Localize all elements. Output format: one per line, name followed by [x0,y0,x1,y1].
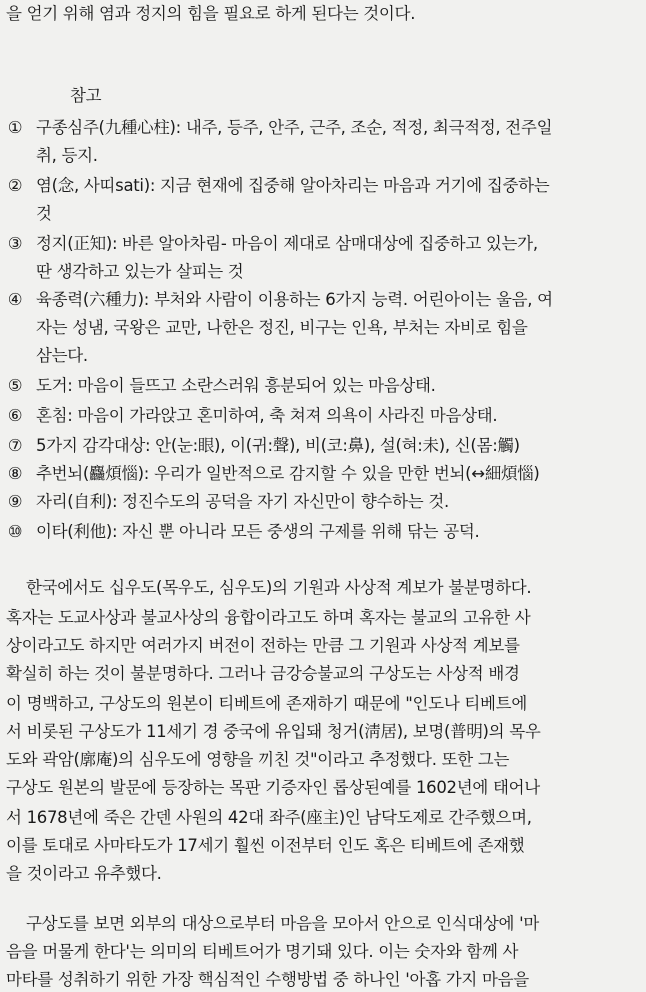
note-text: 육종력(六種力): 부처와 사람이 이용하는 6가지 능력. 어린아이는 울음, 여 [36,290,553,309]
note-text: 이타(利他): 자신 뿐 아니라 모든 중생의 구제를 위해 닦는 공덕. [36,522,480,541]
note-marker: ① [7,118,23,137]
note-marker: ⑨ [7,492,23,511]
note-text: 정지(正知): 바른 알아차림- 마음이 제대로 삼매대상에 집중하고 있는가, [36,234,538,253]
note-text: 도거: 마음이 들뜨고 소란스러워 흥분되어 있는 마음상태. [36,376,436,395]
note-text: 자리(自利): 정진수도의 공덕을 자기 자신만이 향수하는 것. [36,492,449,511]
note-marker: ② [7,176,23,195]
note-text: 구종심주(九種心柱): 내주, 등주, 안주, 근주, 조순, 적정, 최극적정, 전주일 [36,118,553,137]
note-text: 추번뇌(麤煩惱): 우리가 일반적으로 감지할 수 있을 만한 번뇌(↔細煩惱) [36,464,540,483]
note-marker: ⑤ [7,376,23,395]
note-text: 혼침: 마음이 가라앉고 혼미하여, 축 쳐져 의욕이 사라진 마음상태. [36,406,498,425]
notes-title: 참고 [70,86,102,105]
note-text: 염(念, 사띠sati): 지금 현재에 집중해 알아차리는 마음과 거기에 집중하는 [36,176,550,195]
note-marker: ⑩ [7,522,23,541]
note-marker: ③ [7,234,23,253]
note-text: 자는 성냄, 국왕은 교만, 나한은 정진, 비구는 인욕, 부처는 자비로 힘을 [36,318,528,337]
note-text: 것 [36,204,52,223]
note-marker: ⑧ [7,464,23,483]
note-marker: ④ [7,290,23,309]
note-marker: ⑥ [7,406,23,425]
note-text: 5가지 감각대상: 안(눈:眼), 이(귀:聲), 비(코:鼻), 설(혀:未), 신(몸:觸) [36,436,520,455]
note-marker: ⑦ [7,436,23,455]
note-text: 취, 등지. [36,146,98,165]
note-text: 딴 생각하고 있는가 살피는 것 [36,262,244,281]
document-page: 을 얻기 위해 염과 정지의 힘을 필요로 하게 된다는 것이다. 참고 ① 구종심주(九種心柱): 내주, 등주, 안주, 근주, 조순, 적정, 최극적정, 전주일 취, 등지. ② 염(念, 사띠sati): 지금 현재에 집중해 알아차리는 마음과 거기에 집중하는 것 ③ 정지(正知): 바른 알아차림- 마음이 제대로 삼매대상에 집중하고 있는가, 딴 생각하고 있는가 살피는 것 ④ 육종력(六種力): 부처와 사람이 이용하는 6가지 능력. 어린아이는 울음, 여 자는 성냄, 국왕은 교만, 나한은 정진, 비구는 인욕, 부처는 자비로 힘을 삼는다. ⑤ 도거: 마음이 들뜨고 소란스러워 흥분되어 있는 마음상태. ⑥ 혼침: 마음이 가라앉고 혼미하여, 축 쳐져 의욕이 사라진 마음상태. ⑦ 5가지 감각대상: 안(눈:眼), 이(귀:聲), 비(코:鼻), 설(혀:未), 신(몸:觸) ⑧ 추번뇌(麤煩惱): 우리가 일반적으로 감지할 수 있을 만한 번뇌(↔細煩惱) ⑨ 자리(自利): 정진수도의 공덕을 자기 자신만이 향수하는 것. ⑩ 이타(利他): 자신 뿐 아니라 모든 중생의 구제를 위해 닦는 공덕. 한국에서도 십우도(목우도, 심우도)의 기원과 사상적 계보가 불분명하다. 혹자는 도교사상과 불교사상의 융합이라고도 하며 혹자는 불교의 고유한 사 상이라고도 하지만 여러가지 버전이 전하는 만큼 그 기원과 사상적 계보를 확실히 하는 것이 불분명하다. 그러나 금강승불교의 구상도는 사상적 배경 이 명백하고, 구상도의 원본이 티베트에 존재하기 때문에 "인도나 티베트에 서 비롯된 구상도가 11세기 경 중국에 유입돼 청거(淸居), 보명(普明)의 목우 도와 곽암(廓庵)의 심우도에 영향을 끼친 것"이라고 추정했다. 또한 그는 구상도 원본의 발문에 등장하는 목판 기증자인 롭상된예를 1602년에 태어나 서 1678년에 죽은 간덴 사원의 42대 좌주(座主)인 남닥도제로 간주했으며, 이를 토대로 사마타도가 17세기 훨씬 이전부터 인도 혹은 티베트에 존재했 을 것이라고 유추했다. 구상도를 보면 외부의 대상으로부터 마음을 모아서 안으로 인식대상에 '마 음을 머물게 한다'는 의미의 티베트어가 명기돼 있다. 이는 숫자와 함께 사 마타를 성취하기 위한 가장 핵심적인 수행방법 중 하나인 '아홉 가지 마음을 [6,4,553,989]
note-text: 삼는다. [36,346,88,365]
